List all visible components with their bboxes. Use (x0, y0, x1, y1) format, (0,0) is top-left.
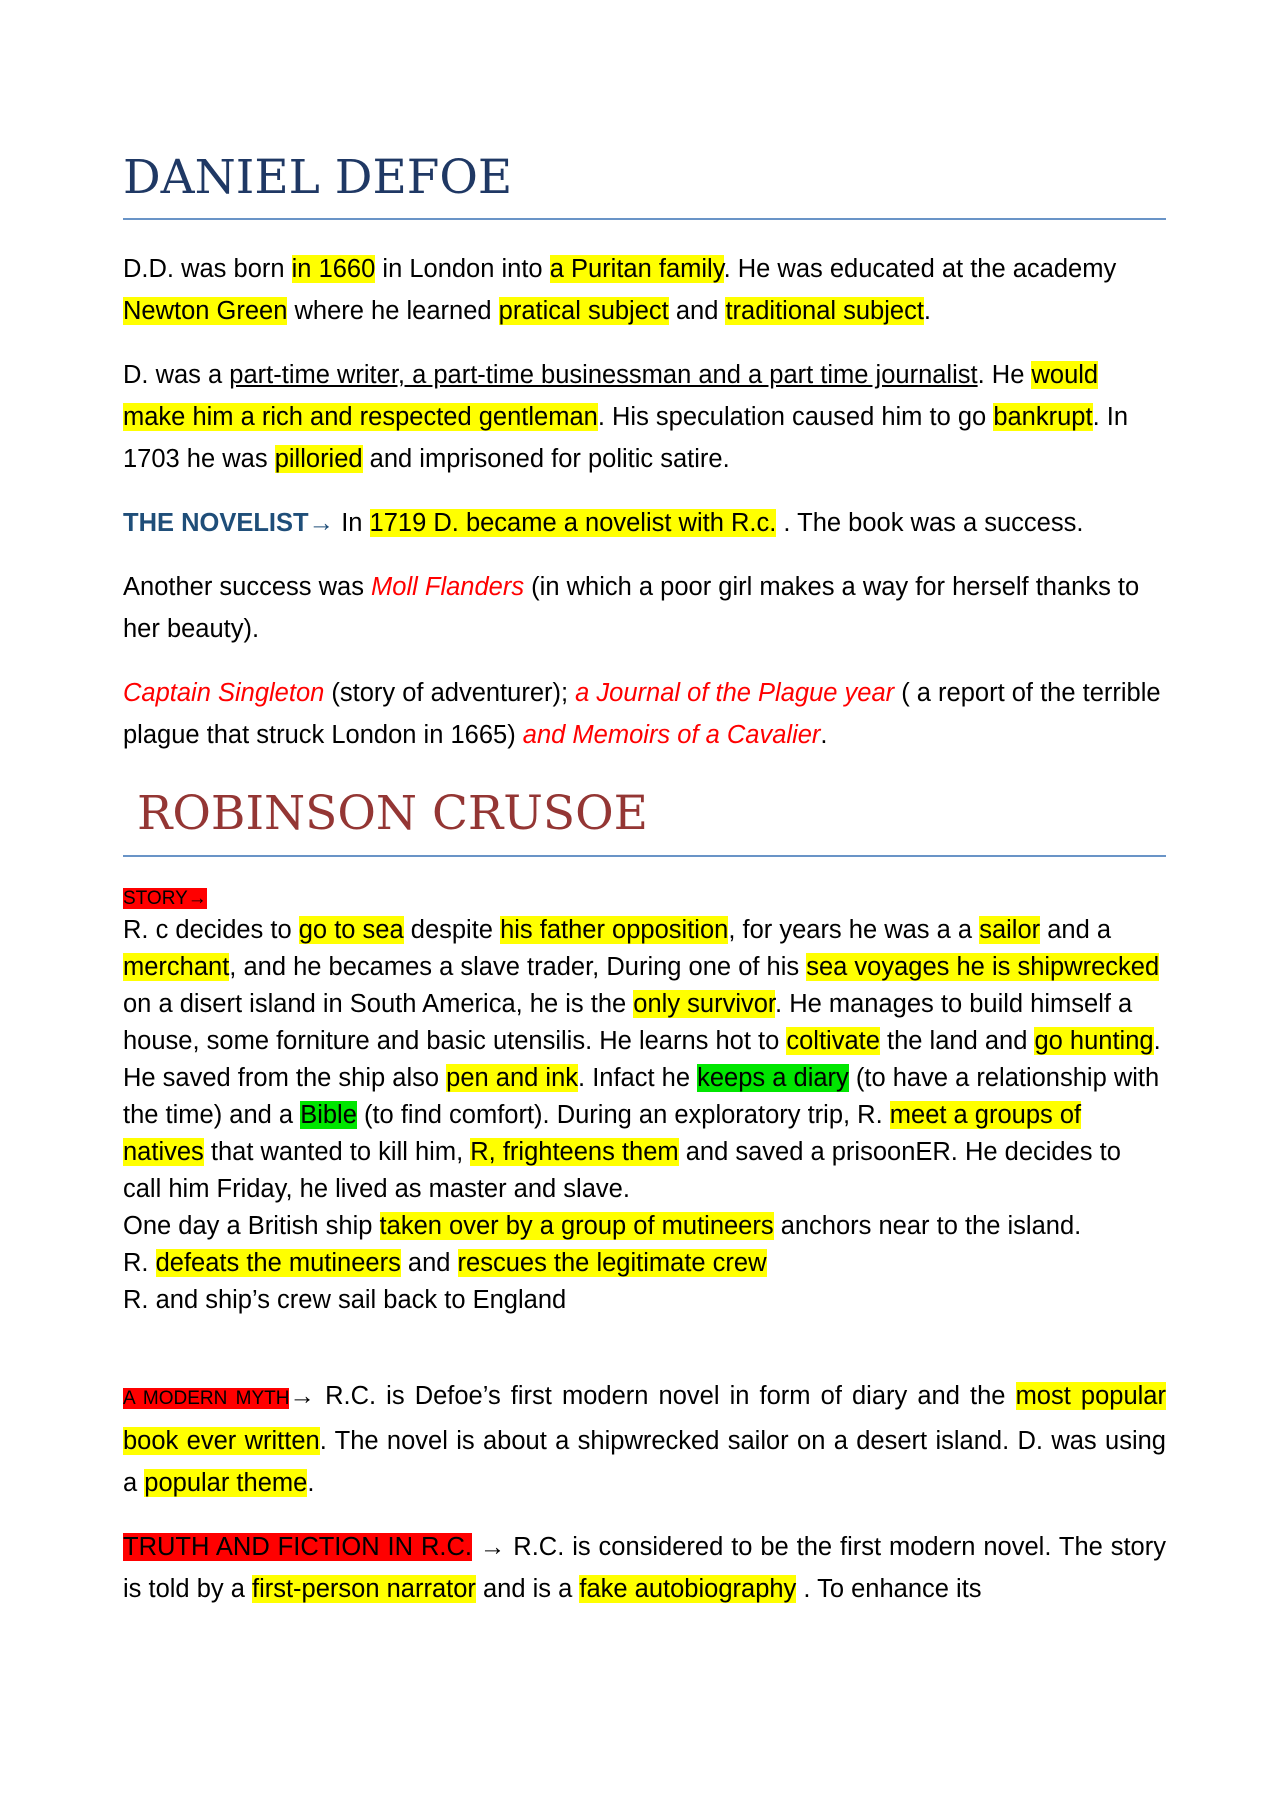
text-run: He saved from the ship also (123, 1063, 447, 1092)
text-run: and a (1040, 915, 1112, 944)
highlighted-text: go hunting (1034, 1026, 1154, 1055)
text-run: . He (977, 361, 1032, 390)
highlighted-text: a Puritan family (549, 255, 724, 284)
text-run: . (1153, 1026, 1161, 1055)
heading-rule (123, 855, 1166, 857)
text-run: Captain Singleton (123, 679, 325, 708)
text-run: and (668, 297, 726, 326)
text-run: . He manages to build himself a house, some forniture and basic utensilis. He learns hot to (123, 989, 1133, 1055)
story-section (123, 887, 1166, 1319)
story-line (123, 1208, 1166, 1245)
highlighted-text: defeats the mutineers (155, 1248, 401, 1277)
text-run: on a disert island in South America, he is the (123, 989, 634, 1018)
highlighted-text: Bible (300, 1100, 357, 1129)
story-line (123, 1060, 1166, 1208)
text-run: → R.C. is considered to be the first modern novel. The story is told by a (123, 1532, 1166, 1603)
highlighted-text: merchant (123, 952, 230, 981)
story-line (123, 912, 1166, 1060)
highlighted-text: most popular book ever written (123, 1381, 1166, 1455)
highlighted-text: pratical subject (498, 297, 669, 326)
highlighted-text: sailor (979, 915, 1041, 944)
paragraph-novelist (123, 502, 1166, 544)
highlighted-text: first-person narrator (251, 1574, 476, 1603)
text-run: D. was a (123, 361, 230, 390)
highlighted-text: pilloried (274, 445, 363, 474)
highlighted-text: in 1660 (291, 255, 376, 284)
text-run: . (820, 721, 828, 750)
text-run: , and he becames a slave trader, During one of his (229, 952, 807, 981)
text-run: R. and ship’s crew sail back to England (123, 1285, 567, 1314)
highlighted-text: only survivor (633, 989, 776, 1018)
highlighted-text: his father opposition (500, 915, 729, 944)
text-run: . The novel is about a shipwrecked sailor on a desert island. D. was using a (123, 1426, 1166, 1497)
text-run: (to have a relationship with the time) and a (123, 1063, 1160, 1129)
text-run: anchors near to the island. (773, 1211, 1082, 1240)
text-run: Another success was (123, 573, 372, 602)
text-run: that wanted to kill him, (203, 1137, 471, 1166)
text-run: In (334, 509, 370, 538)
highlighted-text: rescues the legitimate crew (457, 1248, 767, 1277)
highlighted-text: taken over by a group of mutineers (379, 1211, 774, 1240)
text-run: R. (123, 1248, 156, 1277)
story-label: STORY→ (123, 887, 207, 909)
highlighted-text: coltivate (786, 1026, 880, 1055)
text-run: a Journal of the Plague year (575, 679, 895, 708)
paragraph-moll-flanders (123, 566, 1166, 650)
highlighted-text: R, frighteens them (470, 1137, 679, 1166)
paragraph-truth-fiction (123, 1526, 1166, 1610)
heading-daniel-defoe: DANIEL DEFOE (123, 150, 513, 205)
text-run: (in which a poor girl makes a way for herself thanks to her beauty). (123, 573, 1140, 644)
text-run: . The book was a success. (776, 509, 1084, 538)
document-content (123, 150, 1166, 1610)
text-run: → R.C. is Defoe’s first modern novel in form of diary and the (289, 1381, 1016, 1410)
paragraph-birth (123, 248, 1166, 332)
text-run: the land and (879, 1026, 1035, 1055)
text-run: (story of adventurer); (324, 679, 576, 708)
paragraph-career (123, 354, 1166, 480)
highlighted-text: Newton Green (123, 297, 288, 326)
heading-robinson-crusoe: ROBINSON CRUSOE (137, 786, 648, 842)
text-run: . Infact he (578, 1063, 698, 1092)
highlighted-text: meet a groups of natives (123, 1100, 1082, 1166)
paragraph-modern-myth (123, 1375, 1166, 1504)
text-run: ( a report of the terrible plague that struck London in 1665) (123, 679, 1161, 750)
text-run: (to find comfort). During an exploratory trip, R. (356, 1100, 890, 1129)
text-run: . (307, 1468, 315, 1497)
highlighted-text: traditional subject (725, 297, 924, 326)
highlighted-text: TRUTH AND FICTION IN R.C. (123, 1532, 472, 1561)
text-run: THE NOVELIST→ (123, 509, 335, 538)
text-run: One day a British ship (123, 1211, 380, 1240)
highlighted-text: keeps a diary (697, 1063, 849, 1092)
text-run: . In 1703 he was (123, 403, 1128, 474)
text-run: A MODERN MYTH (123, 1387, 290, 1409)
text-run: . His speculation caused him to go (597, 403, 994, 432)
highlighted-text: sea voyages he is shipwrecked (806, 952, 1160, 981)
text-run: part-time writer, a part-time businessman and a part time journalist (229, 361, 978, 390)
highlighted-text: go to sea (298, 915, 404, 944)
highlighted-text: popular theme (144, 1468, 308, 1497)
story-line (123, 1245, 1166, 1282)
highlighted-text: pen and ink (446, 1063, 579, 1092)
text-run: despite (403, 915, 501, 944)
text-run: Moll Flanders (371, 573, 525, 602)
text-run: . He was educated at the academy (723, 255, 1117, 284)
text-run: . To enhance its (796, 1574, 982, 1603)
text-run: , for years he was a a (728, 915, 980, 944)
story-line (123, 1282, 1166, 1319)
heading-rule (123, 218, 1166, 220)
text-run: and imprisoned for politic satire. (362, 445, 730, 474)
text-run: and is a (475, 1574, 580, 1603)
highlighted-text: fake autobiography (579, 1574, 797, 1603)
text-run: and (400, 1248, 458, 1277)
highlighted-text: bankrupt (993, 403, 1093, 432)
text-run: D.D. was born (123, 255, 292, 284)
text-run: R. c decides to (123, 915, 299, 944)
paragraph-other-works (123, 672, 1166, 756)
text-run: where he learned (287, 297, 499, 326)
text-run: and saved a prisoonER. He decides to call him Friday, he lived as master and slave. (123, 1137, 1121, 1203)
highlighted-text: 1719 D. became a novelist with R.c. (369, 509, 777, 538)
highlighted-text: would make him a rich and respected gentleman (123, 361, 1099, 432)
text-run: . (923, 297, 932, 326)
text-run: and Memoirs of a Cavalier (522, 721, 821, 750)
text-run: in London into (375, 255, 550, 284)
